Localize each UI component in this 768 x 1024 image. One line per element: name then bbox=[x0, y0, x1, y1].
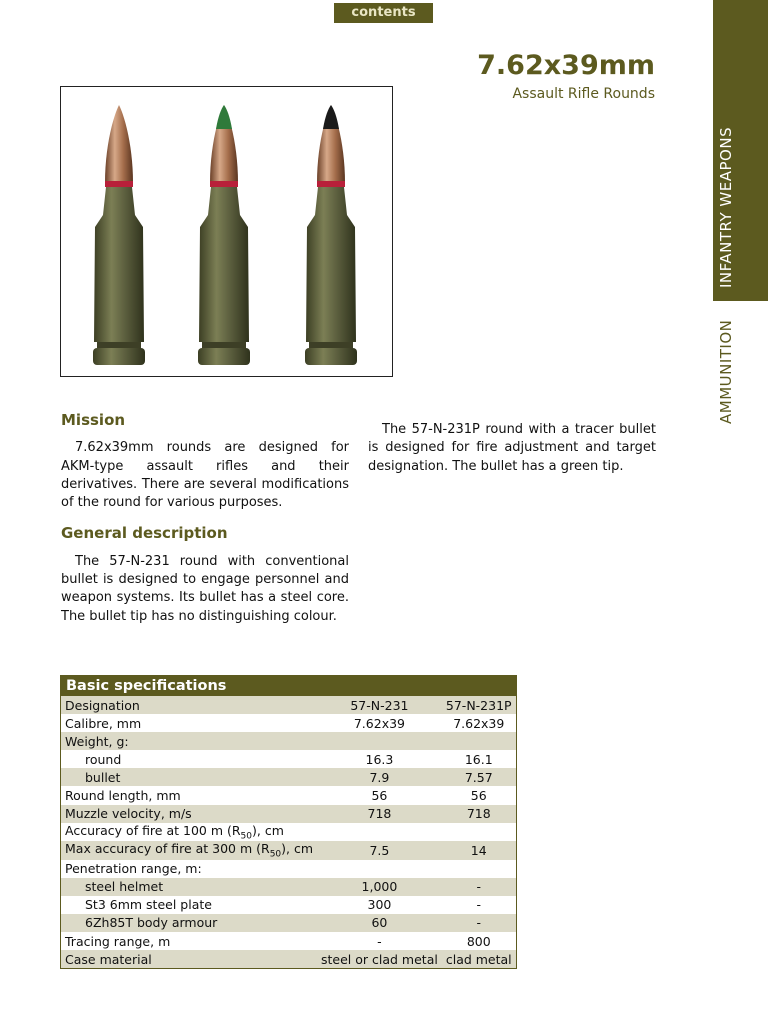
spec-value-57-n-231p bbox=[442, 732, 516, 750]
spec-value-57-n-231p bbox=[442, 823, 516, 842]
table-row bbox=[61, 914, 517, 932]
spec-value-57-n-231p: 800 bbox=[442, 932, 516, 950]
spec-value-57-n-231: 7.9 bbox=[317, 768, 442, 786]
left-column bbox=[61, 411, 349, 638]
spec-value-57-n-231p bbox=[442, 860, 516, 878]
spec-value-57-n-231 bbox=[317, 860, 442, 878]
spec-value-57-n-231: 7.5 bbox=[317, 841, 442, 860]
general-description-heading: General description bbox=[61, 524, 228, 543]
tracer-round-text: The 57-N-231P round with a tracer bullet is designed for fire adjustment and target designation. The bullet has a green tip. bbox=[368, 422, 656, 474]
table-row bbox=[61, 732, 517, 750]
table-title: Basic specifications bbox=[61, 676, 517, 697]
sealing-band bbox=[105, 181, 133, 187]
section-label-ammunition[interactable]: AMMUNITION bbox=[717, 319, 735, 424]
table-row bbox=[61, 823, 517, 842]
cartridge-case bbox=[94, 187, 144, 342]
spec-value-57-n-231: 7.62x39 bbox=[317, 714, 442, 732]
cartridge-round bbox=[198, 105, 250, 365]
bullet bbox=[105, 105, 133, 183]
spec-value-57-n-231: 60 bbox=[317, 914, 442, 932]
spec-label: 6Zh85T body armour bbox=[61, 914, 318, 932]
contents-button[interactable]: contents bbox=[334, 3, 433, 23]
spec-value-57-n-231p: 56 bbox=[442, 786, 516, 804]
page-subtitle: Assault Rifle Rounds bbox=[512, 86, 655, 102]
spec-label: Penetration range, m: bbox=[61, 860, 318, 878]
table-row bbox=[61, 878, 517, 896]
spec-label: steel helmet bbox=[61, 878, 318, 896]
sealing-band bbox=[317, 181, 345, 187]
spec-value-57-n-231p: 7.62x39 bbox=[442, 714, 516, 732]
table-row bbox=[61, 750, 517, 768]
section-label-infantry-weapons[interactable]: INFANTRY WEAPONS bbox=[717, 126, 735, 288]
green-tip bbox=[216, 105, 232, 129]
spec-label: Weight, g: bbox=[61, 732, 318, 750]
spec-value-57-n-231: steel or clad metal bbox=[317, 950, 442, 969]
spec-value-57-n-231 bbox=[317, 823, 442, 842]
spec-label: Muzzle velocity, m/s bbox=[61, 805, 318, 823]
spec-value-57-n-231: 57-N-231 bbox=[317, 696, 442, 714]
mission-heading: Mission bbox=[61, 411, 126, 429]
table-row bbox=[61, 896, 517, 914]
spec-label: Tracing range, m bbox=[61, 932, 318, 950]
spec-label: bullet bbox=[61, 768, 318, 786]
mission-text: 7.62x39mm rounds are designed for AKM-type assault rifles and their derivatives. There are several modifications of the round for various purposes. bbox=[61, 440, 349, 511]
cartridge-case bbox=[199, 187, 249, 342]
black-tip bbox=[323, 105, 339, 129]
spec-value-57-n-231: - bbox=[317, 932, 442, 950]
spec-value-57-n-231: 56 bbox=[317, 786, 442, 804]
spec-label: Max accuracy of fire at 300 m $(R_{50})$, cm bbox=[61, 841, 318, 860]
table-row bbox=[61, 805, 517, 823]
spec-value-57-n-231p: 718 bbox=[442, 805, 516, 823]
table-row bbox=[61, 841, 517, 860]
spec-label: Case material bbox=[61, 950, 318, 969]
sealing-band bbox=[210, 181, 238, 187]
spec-value-57-n-231p: 14 bbox=[442, 841, 516, 860]
spec-value-57-n-231p: 57-N-231P bbox=[442, 696, 516, 714]
table-row bbox=[61, 714, 517, 732]
spec-value-57-n-231p: - bbox=[442, 896, 516, 914]
table-row bbox=[61, 696, 517, 714]
spec-value-57-n-231p: 16.1 bbox=[442, 750, 516, 768]
cartridge-round bbox=[93, 105, 145, 365]
table-row bbox=[61, 950, 517, 969]
spec-label: Designation bbox=[61, 696, 318, 714]
rounds-illustration bbox=[61, 87, 392, 376]
general-description-text: The 57-N-231 round with conventional bullet is designed to engage personnel and weapon systems. Its bullet has a steel core. The bullet tip has no distinguishing colour. bbox=[61, 553, 349, 624]
table-row bbox=[61, 786, 517, 804]
spec-value-57-n-231: 300 bbox=[317, 896, 442, 914]
spec-label: round bbox=[61, 750, 318, 768]
spec-value-57-n-231: 16.3 bbox=[317, 750, 442, 768]
spec-label: St3 6mm steel plate bbox=[61, 896, 318, 914]
spec-value-57-n-231: 1,000 bbox=[317, 878, 442, 896]
spec-value-57-n-231: 718 bbox=[317, 805, 442, 823]
table-row bbox=[61, 932, 517, 950]
spec-value-57-n-231p: - bbox=[442, 878, 516, 896]
spec-value-57-n-231p: clad metal bbox=[442, 950, 516, 969]
cartridge-case bbox=[306, 187, 356, 342]
table-row bbox=[61, 860, 517, 878]
spec-value-57-n-231 bbox=[317, 732, 442, 750]
spec-label: Accuracy of fire at 100 m $(R_{50})$, cm bbox=[61, 823, 318, 842]
spec-value-57-n-231p: - bbox=[442, 914, 516, 932]
right-column bbox=[368, 421, 656, 488]
spec-label: Calibre, mm bbox=[61, 714, 318, 732]
table-row bbox=[61, 768, 517, 786]
spec-value-57-n-231p: 7.57 bbox=[442, 768, 516, 786]
spec-label: Round length, mm bbox=[61, 786, 318, 804]
rounds-photo bbox=[60, 86, 393, 377]
cartridge-round bbox=[305, 105, 357, 365]
page-title: 7.62x39mm bbox=[477, 50, 655, 81]
basic-specifications-table bbox=[60, 675, 517, 969]
